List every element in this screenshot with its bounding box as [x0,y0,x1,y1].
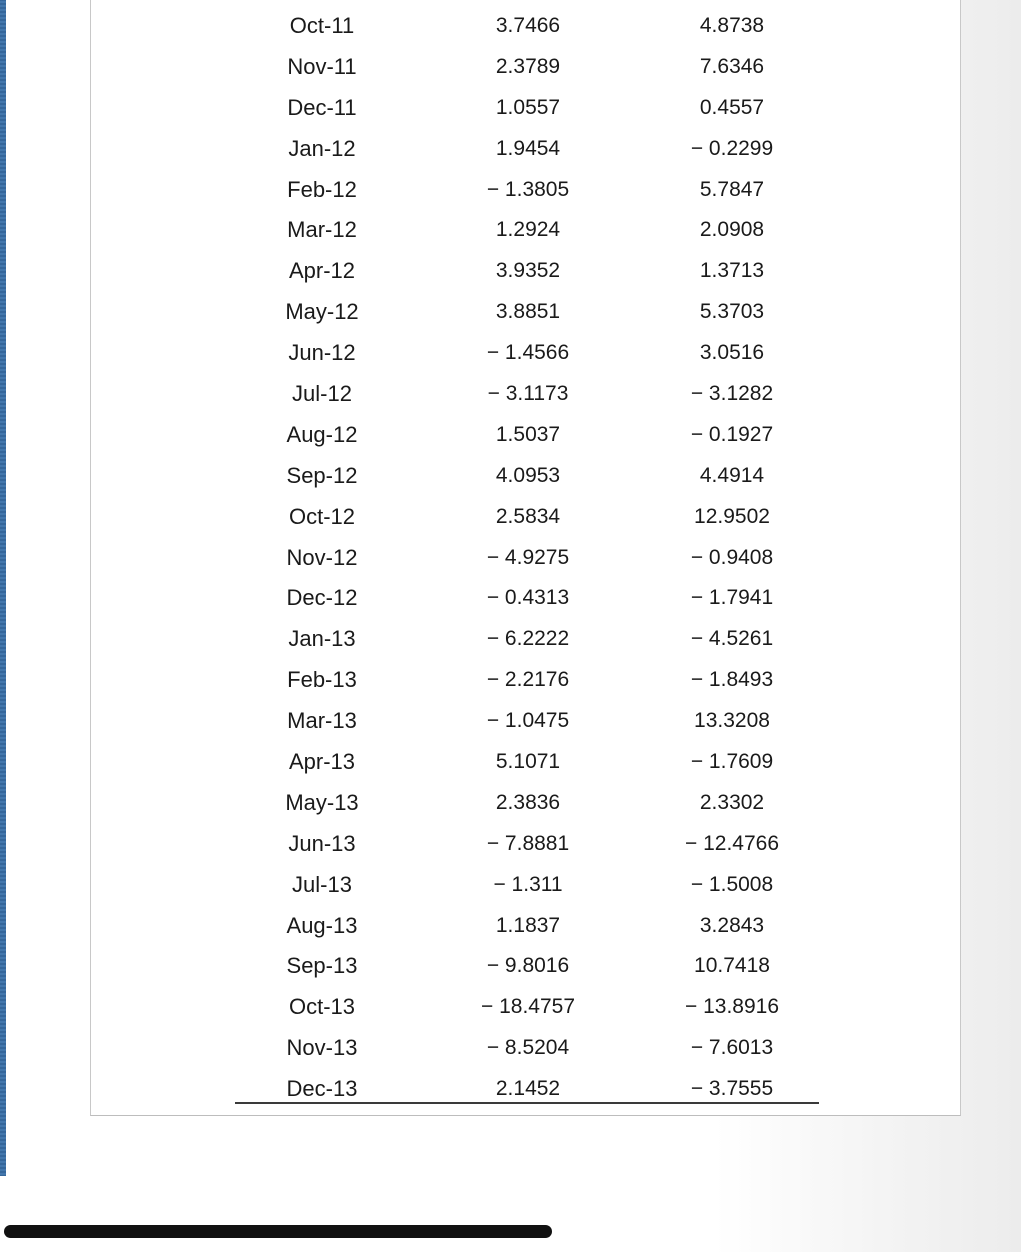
date-cell: Oct-13 [288,994,356,1020]
value-2-cell: 10.7418 [694,954,770,978]
date-cell: Sep-13 [286,953,358,979]
date-cell: Aug-12 [286,421,358,447]
table-row [235,578,819,619]
value-1-cell: − 1.3805 [486,177,570,201]
date-cell: Mar-12 [287,217,357,243]
date-cell: Dec-12 [286,585,358,611]
home-indicator-bar[interactable] [4,1225,552,1238]
table-row [235,619,819,660]
date-cell: Nov-11 [287,53,357,79]
value-2-cell: − 13.8916 [684,995,779,1019]
table-row [235,6,819,47]
date-cell: Oct-11 [289,13,355,38]
table-row [235,497,819,538]
date-cell: Dec-13 [286,1076,358,1102]
value-2-cell: 13.3208 [694,709,770,733]
table-row [235,456,819,497]
value-2-cell: − 12.4766 [684,831,779,855]
value-2-cell: 1.3713 [699,259,765,283]
table-row [235,170,819,211]
value-1-cell: 2.3789 [495,54,561,78]
value-1-cell: − 1.0475 [486,709,570,733]
value-2-cell: 2.3302 [699,790,765,814]
date-cell: Jul-12 [292,381,352,407]
date-cell: Jun-12 [288,340,356,366]
value-2-cell: − 7.6013 [690,1036,774,1060]
value-1-cell: 1.2924 [495,218,561,242]
date-cell: Apr-12 [288,258,356,284]
table-row [235,742,819,783]
date-cell: Aug-13 [286,912,358,938]
table-row [235,865,819,906]
value-2-cell: − 3.1282 [690,382,774,406]
date-cell: Nov-13 [286,1035,358,1061]
value-1-cell: 1.1837 [495,913,561,937]
value-1-cell: − 4.9275 [486,545,570,569]
value-1-cell: 2.1452 [495,1077,561,1101]
date-cell: May-13 [285,789,359,815]
value-1-cell: − 3.1173 [487,382,569,406]
table-row [235,824,819,865]
date-cell: Sep-12 [286,462,358,488]
date-cell: Feb-12 [287,176,357,202]
value-1-cell: 3.8851 [495,300,561,324]
value-1-cell: − 6.2222 [486,627,570,651]
date-cell: Oct-12 [288,503,356,529]
table-row [235,660,819,701]
date-cell: May-12 [285,299,359,325]
date-cell: Apr-13 [288,749,356,775]
table-row [235,47,819,88]
table-row [235,129,819,170]
value-1-cell: − 9.8016 [486,954,570,978]
date-cell: Mar-13 [287,708,357,734]
value-2-cell: 2.0908 [699,218,765,242]
table-row [235,1028,819,1069]
table-row [235,88,819,129]
left-edge-border [0,0,6,1176]
date-cell: Jan-12 [288,135,356,161]
value-2-cell: 12.9502 [694,504,770,528]
table-row [235,292,819,333]
table-row [235,538,819,579]
table-row [235,783,819,824]
value-2-cell: 5.3703 [699,300,765,324]
value-2-cell: − 0.9408 [690,545,774,569]
value-1-cell: 2.3836 [495,790,561,814]
value-2-cell: − 3.7555 [690,1077,774,1101]
date-cell: Jan-13 [288,626,356,652]
value-2-cell: − 0.2299 [690,136,774,160]
table-bottom-rule [235,1102,819,1104]
document-panel [90,0,961,1116]
value-1-cell: 1.5037 [495,422,561,446]
value-1-cell: 1.0557 [495,95,561,119]
value-1-cell: − 1.4566 [486,341,570,365]
value-2-cell: 4.4914 [699,463,765,487]
value-2-cell: − 4.5261 [690,627,774,651]
table-row [235,210,819,251]
date-cell: Jul-13 [292,871,352,897]
value-1-cell: 4.0953 [495,463,561,487]
value-1-cell: − 7.8881 [486,831,570,855]
date-cell: Nov-12 [286,544,358,570]
value-2-cell: 7.6346 [699,54,765,78]
value-1-cell: 1.9454 [495,136,561,160]
value-2-cell: − 1.5008 [690,872,774,896]
table-row [235,415,819,456]
table-row [235,906,819,947]
value-2-cell: 4.8738 [699,14,765,37]
date-cell: Dec-11 [287,94,357,120]
value-1-cell: − 2.2176 [486,668,570,692]
value-1-cell: 3.7466 [495,14,561,37]
value-2-cell: 0.4557 [699,95,765,119]
table-row [235,946,819,987]
table-row [235,987,819,1028]
table-row [235,374,819,415]
value-2-cell: 3.2843 [699,913,765,937]
table-row [235,701,819,742]
value-2-cell: − 1.8493 [690,668,774,692]
date-cell: Jun-13 [288,830,356,856]
value-2-cell: 3.0516 [699,341,765,365]
value-1-cell: 3.9352 [495,259,561,283]
returns-table [235,6,819,1110]
value-2-cell: 5.7847 [699,177,765,201]
table-row [235,251,819,292]
date-cell: Feb-13 [287,667,357,693]
value-1-cell: − 1.311 [493,872,563,896]
value-1-cell: − 0.4313 [486,586,570,610]
value-1-cell: 5.1071 [495,750,561,774]
value-1-cell: 2.5834 [495,504,561,528]
table-row [235,333,819,374]
value-1-cell: − 8.5204 [486,1036,570,1060]
value-2-cell: − 0.1927 [690,422,774,446]
value-1-cell: − 18.4757 [480,995,575,1019]
value-2-cell: − 1.7609 [690,750,774,774]
value-2-cell: − 1.7941 [690,586,774,610]
